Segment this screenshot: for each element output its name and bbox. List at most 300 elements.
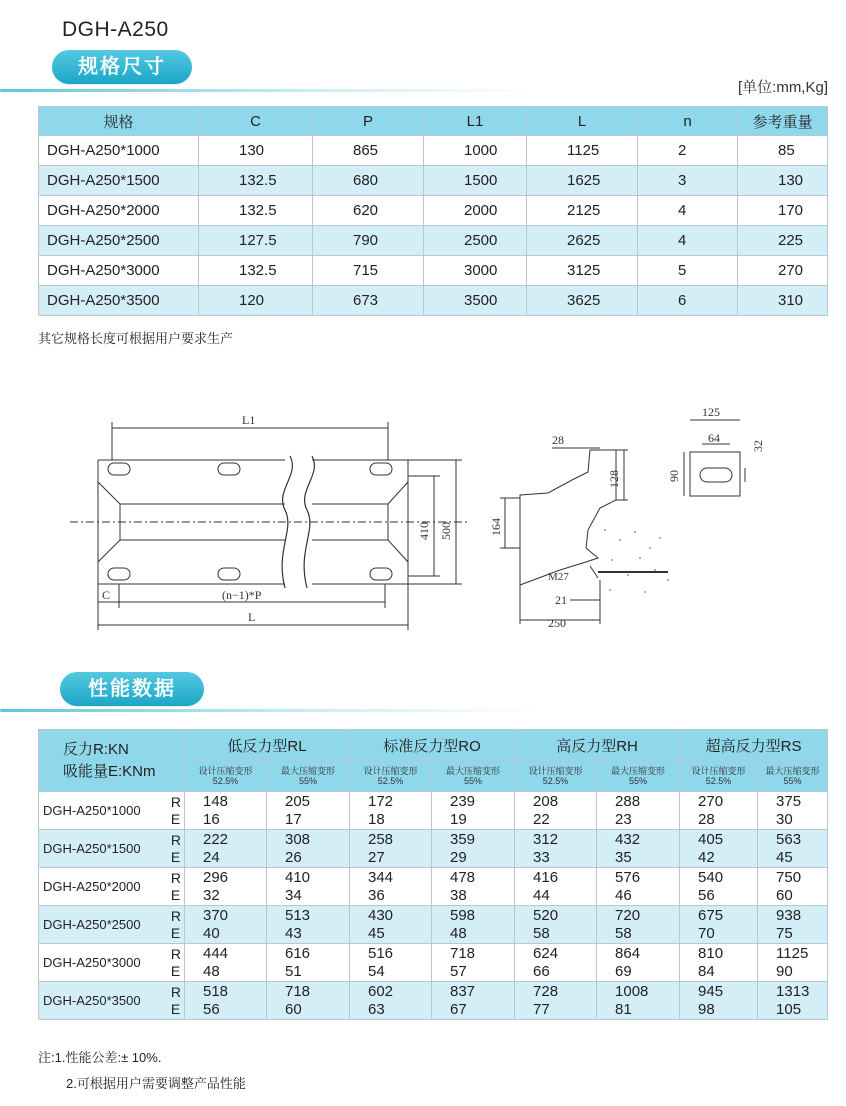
perf-cell <box>185 944 267 982</box>
r-label: R <box>170 794 181 810</box>
row-re-labels <box>171 794 181 828</box>
spec-cell: 4 <box>638 226 738 256</box>
energy-value: 63 <box>368 1000 385 1018</box>
energy-value: 84 <box>698 962 715 980</box>
spec-cell: 2125 <box>527 196 638 226</box>
table-row <box>39 256 828 286</box>
energy-value: 24 <box>203 848 220 866</box>
subheader-text: 设计压缩变形 <box>691 766 746 776</box>
energy-value: 34 <box>285 886 302 904</box>
row-model-name: DGH-A250*1000 <box>43 803 141 818</box>
performance-table <box>38 729 828 1020</box>
col-header-p: P <box>313 107 424 136</box>
subheader-pct: 52.5% <box>212 776 239 786</box>
note-line-2: 2.可根据用户需要调整产品性能 <box>66 1076 246 1091</box>
energy-value: 17 <box>285 810 302 828</box>
spec-cell: 865 <box>313 136 424 166</box>
energy-value: 45 <box>368 924 385 942</box>
energy-value: 58 <box>615 924 632 942</box>
perf-cell <box>515 792 597 830</box>
reaction-value: 444 <box>203 944 229 962</box>
spec-cell: 6 <box>638 286 738 316</box>
energy-value: 60 <box>285 1000 302 1018</box>
perf-cell <box>758 830 828 868</box>
subheader-design <box>185 761 267 792</box>
row-re-labels <box>171 946 181 980</box>
subheader-text: 最大压缩变形 <box>446 766 501 776</box>
subheader-text: 最大压缩变形 <box>765 766 820 776</box>
perf-cell <box>515 944 597 982</box>
spec-cell: 3 <box>638 166 738 196</box>
side-view <box>489 433 669 630</box>
perf-header-row <box>39 730 828 761</box>
subheader-pct: 52.5% <box>705 776 732 786</box>
subheader-text: 设计压缩变形 <box>198 766 253 776</box>
reaction-value: 312 <box>533 830 559 848</box>
perf-cell <box>758 868 828 906</box>
col-header-l1: L1 <box>424 107 527 136</box>
spec-cell: 132.5 <box>199 166 313 196</box>
energy-value: 98 <box>698 1000 715 1018</box>
spec-cell: 3000 <box>424 256 527 286</box>
subheader-text: 最大压缩变形 <box>611 766 666 776</box>
spec-cell: DGH-A250*1000 <box>39 136 199 166</box>
energy-value: 40 <box>203 924 220 942</box>
wall-hatch <box>604 529 669 593</box>
reaction-value: 270 <box>698 792 724 810</box>
dim-164: 164 <box>489 518 503 536</box>
row-re-labels <box>171 984 181 1018</box>
row-model-name: DGH-A250*3000 <box>43 955 141 970</box>
reaction-value: 518 <box>203 982 229 1000</box>
energy-value: 38 <box>450 886 467 904</box>
perf-cell <box>432 906 515 944</box>
spec-cell: 1000 <box>424 136 527 166</box>
dim-410: 410 <box>417 522 431 540</box>
corner-label-r: 反力R:KN <box>63 740 129 758</box>
spec-note: 其它规格长度可根据用户要求生产 <box>38 331 234 346</box>
note-line-1: 注:1.性能公差:± 10%. <box>38 1050 162 1065</box>
reaction-value: 602 <box>368 982 394 1000</box>
energy-value: 60 <box>776 886 793 904</box>
subheader-max <box>758 761 828 792</box>
col-header-weight: 参考重量 <box>738 107 828 136</box>
spec-cell: 2625 <box>527 226 638 256</box>
subheader-design <box>680 761 758 792</box>
reaction-value: 288 <box>615 792 641 810</box>
perf-body <box>39 792 828 1020</box>
energy-value: 33 <box>533 848 550 866</box>
perf-cell <box>515 830 597 868</box>
perf-cell <box>185 906 267 944</box>
reaction-value: 864 <box>615 944 641 962</box>
energy-value: 19 <box>450 810 467 828</box>
table-row <box>39 868 828 906</box>
perf-cell <box>680 982 758 1020</box>
perf-cell <box>432 982 515 1020</box>
reaction-value: 516 <box>368 944 394 962</box>
energy-value: 105 <box>776 1000 802 1018</box>
col-header-c: C <box>199 107 313 136</box>
reaction-value: 208 <box>533 792 559 810</box>
reaction-value: 430 <box>368 906 394 924</box>
perf-cell <box>267 982 350 1020</box>
subheader-pct: 55% <box>298 776 317 786</box>
perf-cell <box>758 944 828 982</box>
label-m27: M27 <box>548 571 569 583</box>
reaction-value: 205 <box>285 792 311 810</box>
energy-value: 45 <box>776 848 793 866</box>
energy-value: 36 <box>368 886 385 904</box>
spec-cell: 4 <box>638 196 738 226</box>
perf-cell <box>350 906 432 944</box>
spec-cell: 3500 <box>424 286 527 316</box>
perf-cell <box>758 982 828 1020</box>
subheader-pct: 55% <box>464 776 483 786</box>
energy-value: 77 <box>533 1000 550 1018</box>
energy-value: 51 <box>285 962 302 980</box>
reaction-value: 478 <box>450 868 476 886</box>
reaction-value: 258 <box>368 830 394 848</box>
r-label: R <box>170 870 181 886</box>
fender-drawing <box>0 380 846 650</box>
reaction-value: 750 <box>776 868 802 886</box>
table-row <box>39 792 828 830</box>
energy-value: 57 <box>450 962 467 980</box>
spec-cell: 680 <box>313 166 424 196</box>
subheader-max <box>432 761 515 792</box>
row-re-labels <box>171 908 181 942</box>
reaction-value: 938 <box>776 906 802 924</box>
subheader-pct: 52.5% <box>377 776 404 786</box>
table-row <box>39 286 828 316</box>
spec-table <box>38 106 828 316</box>
spec-cell: 127.5 <box>199 226 313 256</box>
subheader-pct: 55% <box>629 776 648 786</box>
energy-value: 48 <box>203 962 220 980</box>
energy-value: 67 <box>450 1000 467 1018</box>
table-row <box>39 226 828 256</box>
perf-cell <box>185 792 267 830</box>
perf-cell <box>680 792 758 830</box>
e-label: E <box>170 849 181 865</box>
spec-header-row <box>39 107 828 136</box>
perf-cell <box>515 868 597 906</box>
row-model-name: DGH-A250*3500 <box>43 993 141 1008</box>
spec-cell: 790 <box>313 226 424 256</box>
e-label: E <box>170 811 181 827</box>
perf-cell <box>515 906 597 944</box>
col-header-spec: 规格 <box>39 107 199 136</box>
spec-cell: 5 <box>638 256 738 286</box>
spec-cell: DGH-A250*1500 <box>39 166 199 196</box>
group-header-rs: 超高反力型RS <box>680 730 828 761</box>
table-row <box>39 906 828 944</box>
reaction-value: 810 <box>698 944 724 962</box>
perf-cell <box>597 982 680 1020</box>
perf-cell <box>597 830 680 868</box>
energy-value: 56 <box>203 1000 220 1018</box>
perf-cell <box>350 830 432 868</box>
table-row <box>39 830 828 868</box>
subheader-text: 设计压缩变形 <box>363 766 418 776</box>
perf-cell <box>432 792 515 830</box>
dim-c: C <box>102 588 111 602</box>
spec-cell: 310 <box>738 286 828 316</box>
spec-cell: DGH-A250*2000 <box>39 196 199 226</box>
col-header-l: L <box>527 107 638 136</box>
dim-28: 28 <box>552 433 564 447</box>
table-row <box>39 982 828 1020</box>
unit-label: [单位:mm,Kg] <box>737 79 828 96</box>
spec-cell: 673 <box>313 286 424 316</box>
spec-cell: 715 <box>313 256 424 286</box>
spec-cell: 132.5 <box>199 196 313 226</box>
dim-125: 125 <box>702 405 720 419</box>
spec-cell: 85 <box>738 136 828 166</box>
e-label: E <box>170 963 181 979</box>
energy-value: 27 <box>368 848 385 866</box>
reaction-value: 222 <box>203 830 229 848</box>
table-row <box>39 196 828 226</box>
subheader-max <box>267 761 350 792</box>
table-row <box>39 944 828 982</box>
reaction-value: 359 <box>450 830 476 848</box>
energy-value: 75 <box>776 924 793 942</box>
reaction-value: 624 <box>533 944 559 962</box>
perf-cell <box>350 982 432 1020</box>
energy-value: 66 <box>533 962 550 980</box>
spec-cell: 132.5 <box>199 256 313 286</box>
energy-value: 44 <box>533 886 550 904</box>
energy-value: 30 <box>776 810 793 828</box>
energy-value: 90 <box>776 962 793 980</box>
spec-cell: 1625 <box>527 166 638 196</box>
energy-value: 58 <box>533 924 550 942</box>
front-view <box>70 413 470 630</box>
reaction-value: 720 <box>615 906 641 924</box>
dim-l: L <box>248 610 256 624</box>
group-header-rl: 低反力型RL <box>185 730 350 761</box>
energy-value: 81 <box>615 1000 632 1018</box>
energy-value: 69 <box>615 962 632 980</box>
spec-cell: 620 <box>313 196 424 226</box>
row-model-name: DGH-A250*1500 <box>43 841 141 856</box>
row-model-cell <box>39 944 185 982</box>
row-re-labels <box>171 832 181 866</box>
perf-cell <box>597 906 680 944</box>
perf-cell <box>680 906 758 944</box>
reaction-value: 405 <box>698 830 724 848</box>
energy-value: 16 <box>203 810 220 828</box>
group-header-ro: 标准反力型RO <box>350 730 515 761</box>
perf-cell <box>680 830 758 868</box>
reaction-value: 520 <box>533 906 559 924</box>
r-label: R <box>170 946 181 962</box>
dim-l1: L1 <box>242 413 256 427</box>
subheader-pct: 52.5% <box>542 776 569 786</box>
spec-cell: 120 <box>199 286 313 316</box>
reaction-value: 432 <box>615 830 641 848</box>
e-label: E <box>170 887 181 903</box>
reaction-value: 239 <box>450 792 476 810</box>
perf-cell <box>597 792 680 830</box>
bolt-detail-view <box>667 405 765 496</box>
row-model-name: DGH-A250*2000 <box>43 879 141 894</box>
perf-cell <box>350 944 432 982</box>
spec-cell: 170 <box>738 196 828 226</box>
row-model-name: DGH-A250*2500 <box>43 917 141 932</box>
dim-np: (n−1)*P <box>222 588 262 602</box>
reaction-value: 718 <box>450 944 476 962</box>
reaction-value: 370 <box>203 906 229 924</box>
perf-cell <box>267 868 350 906</box>
energy-value: 28 <box>698 810 715 828</box>
subheader-max <box>597 761 680 792</box>
dim-128: 128 <box>607 470 621 488</box>
subheader-design <box>515 761 597 792</box>
model-title: DGH-A250 <box>62 18 169 41</box>
reaction-value: 416 <box>533 868 559 886</box>
dim-32: 32 <box>751 440 765 452</box>
energy-value: 56 <box>698 886 715 904</box>
e-label: E <box>170 925 181 941</box>
reaction-value: 563 <box>776 830 802 848</box>
spec-cell: 2500 <box>424 226 527 256</box>
group-header-rh: 高反力型RH <box>515 730 680 761</box>
reaction-value: 616 <box>285 944 311 962</box>
subheader-text: 设计压缩变形 <box>528 766 583 776</box>
perf-cell <box>515 982 597 1020</box>
perf-cell <box>185 982 267 1020</box>
corner-label-e: 吸能量E:KNm <box>63 762 156 780</box>
spec-cell: 225 <box>738 226 828 256</box>
perf-cell <box>350 868 432 906</box>
spec-cell: DGH-A250*2500 <box>39 226 199 256</box>
row-model-cell <box>39 868 185 906</box>
perf-cell <box>267 792 350 830</box>
perf-cell <box>432 944 515 982</box>
reaction-value: 837 <box>450 982 476 1000</box>
reaction-value: 576 <box>615 868 641 886</box>
section-divider <box>0 89 540 92</box>
row-model-cell <box>39 792 185 830</box>
reaction-value: 540 <box>698 868 724 886</box>
spec-cell: DGH-A250*3000 <box>39 256 199 286</box>
reaction-value: 410 <box>285 868 311 886</box>
spec-cell: 1500 <box>424 166 527 196</box>
energy-value: 29 <box>450 848 467 866</box>
e-label: E <box>170 1001 181 1017</box>
perf-cell <box>432 868 515 906</box>
subheader-text: 最大压缩变形 <box>280 766 335 776</box>
perf-cell <box>267 906 350 944</box>
row-model-cell <box>39 906 185 944</box>
spec-cell: 130 <box>738 166 828 196</box>
energy-value: 23 <box>615 810 632 828</box>
dim-21: 21 <box>555 593 567 607</box>
r-label: R <box>170 984 181 1000</box>
notes <box>38 1045 246 1097</box>
energy-value: 22 <box>533 810 550 828</box>
dim-64: 64 <box>708 431 720 445</box>
spec-cell: 270 <box>738 256 828 286</box>
reaction-value: 296 <box>203 868 229 886</box>
reaction-value: 728 <box>533 982 559 1000</box>
perf-cell <box>267 830 350 868</box>
perf-cell <box>432 830 515 868</box>
r-label: R <box>170 908 181 924</box>
table-row <box>39 136 828 166</box>
spec-cell: 3125 <box>527 256 638 286</box>
perf-cell <box>350 792 432 830</box>
reaction-value: 945 <box>698 982 724 1000</box>
section-title-dimensions: 规格尺寸 <box>52 50 192 84</box>
spec-cell: DGH-A250*3500 <box>39 286 199 316</box>
perf-cell <box>597 868 680 906</box>
reaction-value: 1125 <box>776 944 809 962</box>
reaction-value: 308 <box>285 830 311 848</box>
energy-value: 26 <box>285 848 302 866</box>
reaction-value: 344 <box>368 868 394 886</box>
reaction-value: 148 <box>203 792 229 810</box>
spec-cell: 1125 <box>527 136 638 166</box>
energy-value: 43 <box>285 924 302 942</box>
energy-value: 54 <box>368 962 385 980</box>
reaction-value: 1313 <box>776 982 810 1000</box>
perf-corner-cell <box>39 730 185 792</box>
spec-cell: 130 <box>199 136 313 166</box>
perf-cell <box>267 944 350 982</box>
dim-250: 250 <box>548 616 566 630</box>
row-model-cell <box>39 982 185 1020</box>
perf-cell <box>597 944 680 982</box>
row-model-cell <box>39 830 185 868</box>
energy-value: 70 <box>698 924 715 942</box>
reaction-value: 172 <box>368 792 394 810</box>
energy-value: 18 <box>368 810 385 828</box>
energy-value: 32 <box>203 886 220 904</box>
reaction-value: 1008 <box>615 982 649 1000</box>
col-header-n: n <box>638 107 738 136</box>
spec-cell: 2000 <box>424 196 527 226</box>
dim-90: 90 <box>667 470 681 482</box>
perf-cell <box>758 792 828 830</box>
subheader-pct: 55% <box>783 776 802 786</box>
r-label: R <box>170 832 181 848</box>
perf-cell <box>680 868 758 906</box>
spec-cell: 2 <box>638 136 738 166</box>
table-row <box>39 166 828 196</box>
section-divider <box>0 709 540 712</box>
perf-cell <box>758 906 828 944</box>
energy-value: 35 <box>615 848 632 866</box>
subheader-design <box>350 761 432 792</box>
row-re-labels <box>171 870 181 904</box>
spec-cell: 3625 <box>527 286 638 316</box>
reaction-value: 675 <box>698 906 724 924</box>
reaction-value: 598 <box>450 906 476 924</box>
energy-value: 42 <box>698 848 715 866</box>
energy-value: 48 <box>450 924 467 942</box>
section-title-performance: 性能数据 <box>60 672 204 706</box>
reaction-value: 513 <box>285 906 311 924</box>
perf-cell <box>680 944 758 982</box>
reaction-value: 718 <box>285 982 311 1000</box>
perf-cell <box>185 868 267 906</box>
dim-500: 500 <box>439 522 453 540</box>
energy-value: 46 <box>615 886 632 904</box>
